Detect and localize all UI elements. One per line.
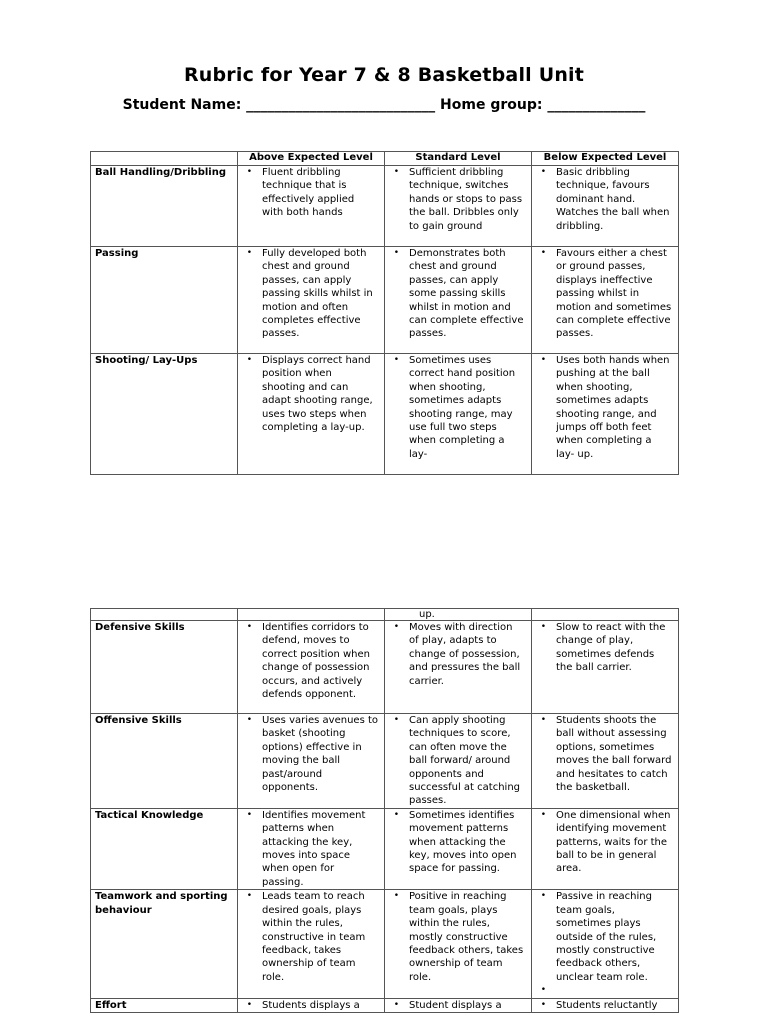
bullet-icon: •	[540, 891, 546, 902]
descriptor-text: Passive in reaching team goals, sometimes plays outside of the rules, mostly constructive feedback others, unclear team role.	[556, 891, 657, 983]
criterion-cell: Defensive Skills	[91, 621, 238, 714]
bullet-icon: •	[246, 167, 252, 177]
table-row	[91, 890, 679, 998]
descriptor-text: Fluent dribbling technique that is effectively applied with both hands	[262, 167, 355, 219]
above-cell	[238, 354, 385, 475]
bullet-icon: •	[393, 891, 399, 902]
bullet-icon: •	[540, 355, 546, 365]
standard-cell	[385, 890, 532, 998]
bullet-icon: •	[393, 809, 399, 820]
bullet-icon: •	[393, 248, 399, 258]
above-cell	[238, 998, 385, 1012]
below-cell	[532, 890, 679, 998]
above-cell	[238, 808, 385, 889]
standard-cell	[385, 808, 532, 889]
below-cell	[532, 998, 679, 1012]
descriptor-text: Identifies movement patterns when attacking the key, moves into space when open for passing.	[262, 809, 366, 888]
bullet-icon: •	[540, 999, 546, 1010]
descriptor-text: Basic dribbling technique, favours dominant hand. Watches the ball when dribbling.	[556, 167, 670, 232]
standard-cell	[385, 354, 532, 475]
rubric-table-2	[90, 608, 679, 1013]
criterion-cell: Tactical Knowledge	[91, 808, 238, 889]
criterion-cell: Shooting/ Lay-Ups	[91, 354, 238, 475]
header-cell-blank	[91, 152, 238, 166]
bullet-icon: •	[540, 985, 546, 996]
bullet-icon: •	[246, 999, 252, 1010]
bullet-icon: •	[246, 715, 252, 725]
table-row	[91, 621, 679, 714]
table-row	[91, 166, 679, 247]
table-row	[91, 247, 679, 354]
standard-cell	[385, 714, 532, 809]
bullet-icon: •	[246, 355, 252, 365]
bullet-icon: •	[393, 622, 399, 632]
descriptor-text: Positive in reaching team goals, plays within the rules, mostly constructive feedback others, takes ownership of team role.	[409, 891, 524, 983]
below-cell	[532, 714, 679, 809]
bullet-icon: •	[540, 167, 546, 177]
bullet-icon: •	[246, 248, 252, 258]
descriptor-text: Slow to react with the change of play, sometimes defends the ball carrier.	[556, 622, 666, 674]
criterion-cell: Teamwork and sporting behaviour	[91, 890, 238, 998]
descriptor-text: Demonstrates both chest and ground passes, can apply some passing skills whilst in motion and can complete effective passes.	[409, 248, 524, 340]
bullet-icon: •	[246, 809, 252, 820]
standard-cell	[385, 621, 532, 714]
criterion-cell	[91, 609, 238, 621]
descriptor-text: Sometimes identifies movement patterns when attacking the key, moves into open space for passing.	[409, 809, 517, 875]
bullet-icon: •	[540, 622, 546, 632]
header-cell-above: Above Expected Level	[238, 152, 385, 166]
continuation-text: up.	[419, 609, 435, 620]
descriptor-text: Identifies corridors to defend, moves to correct position when change of possession occurs, and actively defends opponent.	[262, 622, 370, 701]
below-cell	[532, 166, 679, 247]
descriptor-text: Students reluctantly	[556, 999, 658, 1011]
criterion-cell: Ball Handling/Dribbling	[91, 166, 238, 247]
descriptor-text: Fully developed both chest and ground passes, can apply passing skills whilst in motion and often completes effective passes.	[262, 248, 373, 340]
below-cell	[532, 354, 679, 475]
continuation-row	[91, 609, 679, 621]
bullet-icon: •	[393, 999, 399, 1010]
below-cell	[532, 621, 679, 714]
descriptor-text: Students displays a	[262, 999, 360, 1011]
bullet-icon: •	[540, 809, 546, 820]
above-cell	[238, 621, 385, 714]
table-row	[91, 998, 679, 1012]
above-cell	[238, 890, 385, 998]
rubric-table-1	[90, 151, 679, 475]
descriptor-text: Sufficient dribbling technique, switches hands or stops to pass the ball. Dribbles only to gain ground	[409, 167, 523, 232]
descriptor-text: Uses both hands when pushing at the ball when shooting, sometimes adapts shooting range, and jumps off both feet when completing a lay- up.	[556, 355, 670, 460]
bullet-icon: •	[246, 891, 252, 902]
descriptor-text: Displays correct hand position when shooting and can adapt shooting range, uses two steps when completing a lay-up.	[262, 355, 373, 434]
standard-cell	[385, 998, 532, 1012]
standard-cell	[385, 609, 532, 621]
bullet-icon: •	[540, 715, 546, 725]
above-cell	[238, 166, 385, 247]
below-cell	[532, 808, 679, 889]
descriptor-text: Leads team to reach desired goals, plays within the rules, constructive in team feedback, takes ownership of team role.	[262, 891, 366, 983]
student-info-line: Student Name: ___________________________ Home group: ______________	[122, 97, 646, 113]
standard-cell	[385, 166, 532, 247]
criterion-cell: Passing	[91, 247, 238, 354]
criterion-cell: Offensive Skills	[91, 714, 238, 809]
descriptor-text: Uses varies avenues to basket (shooting options) effective in moving the ball past/around opponents.	[262, 715, 379, 794]
criterion-cell: Effort	[91, 998, 238, 1012]
page-title: Rubric for Year 7 & 8 Basketball Unit	[183, 64, 585, 86]
bullet-icon: •	[393, 355, 399, 365]
bullet-icon: •	[540, 248, 546, 258]
above-cell	[238, 609, 385, 621]
above-cell	[238, 714, 385, 809]
below-cell	[532, 247, 679, 354]
descriptor-text: Student displays a	[409, 999, 502, 1011]
descriptor-text: Students shoots the ball without assessing options, sometimes moves the ball forward and hesitates to catch the basketball.	[556, 715, 672, 794]
descriptor-text: Sometimes uses correct hand position when shooting, sometimes adapts shooting range, may use full two steps when completing a lay-	[409, 355, 516, 460]
table-row	[91, 354, 679, 475]
below-cell	[532, 609, 679, 621]
header-row	[91, 152, 679, 166]
header-cell-standard: Standard Level	[385, 152, 532, 166]
descriptor-text: Can apply shooting techniques to score, can often move the ball forward/ around opponents and successful at catching passes.	[409, 715, 521, 807]
descriptor-text: One dimensional when identifying movement patterns, waits for the ball to be in general area.	[556, 809, 671, 875]
bullet-icon: •	[246, 622, 252, 632]
descriptor-text: Moves with direction of play, adapts to change of possession, and pressures the ball carrier.	[409, 622, 521, 687]
standard-cell	[385, 247, 532, 354]
bullet-icon: •	[393, 715, 399, 725]
table-row	[91, 714, 679, 809]
table-row	[91, 808, 679, 889]
header-cell-below: Below Expected Level	[532, 152, 679, 166]
above-cell	[238, 247, 385, 354]
bullet-icon: •	[393, 167, 399, 177]
descriptor-text: Favours either a chest or ground passes, displays ineffective passing whilst in motion and sometimes can complete effective passes.	[556, 248, 672, 340]
